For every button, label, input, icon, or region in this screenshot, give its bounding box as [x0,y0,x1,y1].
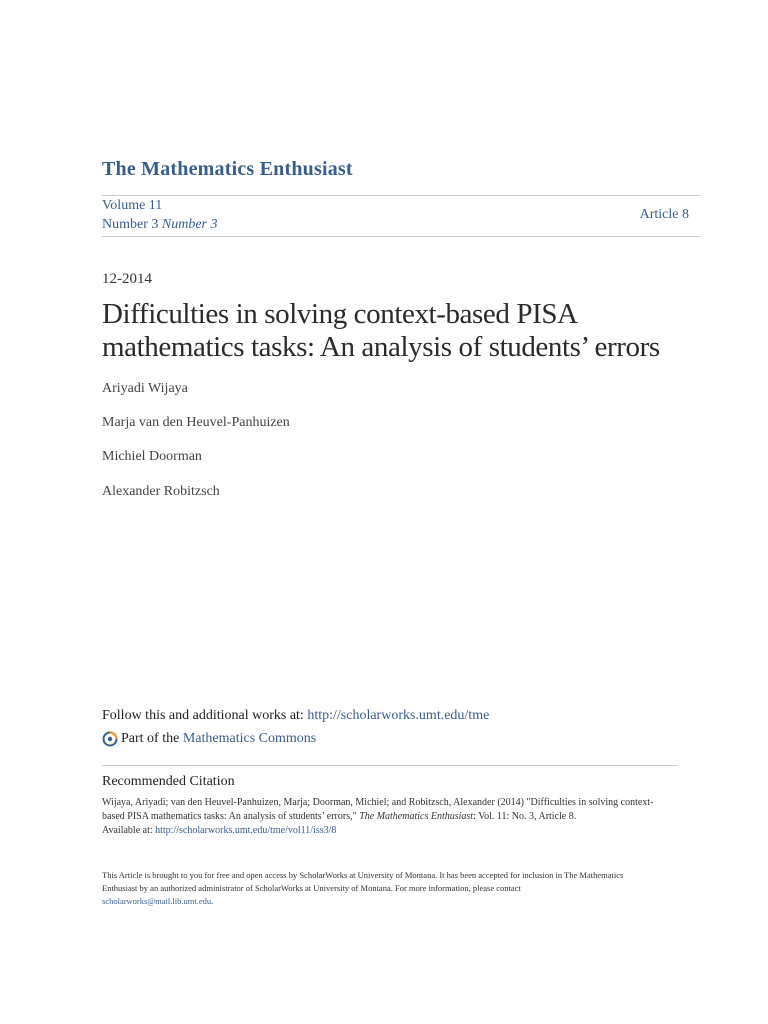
publication-date: 12-2014 [102,271,152,287]
header-rule-top [102,195,700,196]
part-of-label: Part of the [121,731,180,746]
recommended-citation-heading: Recommended Citation [102,774,235,789]
mathematics-commons-link[interactable]: Mathematics Commons [182,731,317,746]
issue-number-italic: Number 3 [161,217,218,232]
follow-line [102,708,489,724]
available-label: Available at: [102,825,153,836]
citation-rule [102,765,677,766]
citation-part2: : Vol. 11: No. 3, Article 8. [473,811,577,822]
part-of-line [102,731,316,747]
article-number-link[interactable]: Article 8 [639,207,689,222]
follow-label: Follow this and additional works at: [102,708,304,723]
bepress-network-icon [102,731,118,747]
author-name[interactable]: Marja van den Heuvel-Panhuizen [102,415,290,430]
citation-part1: Wijaya, Ariyadi; van den Heuvel-Panhuizen, Marja; Doorman, Michiel; and Robitzsch, Alexander (2014) "Difficulties in solving context-based PISA mathematics tasks: An analysis of students’ errors," [102,797,654,822]
author-name[interactable]: Ariyadi Wijaya [102,381,188,396]
issue-number: Number 3 [102,217,159,232]
citation-journal: The Mathematics Enthusiast [359,811,474,822]
author-name[interactable]: Alexander Robitzsch [102,484,220,499]
volume-link[interactable]: Volume 11 [102,198,163,213]
journal-title[interactable]: The Mathematics Enthusiast [102,158,353,180]
contact-email-link[interactable]: scholarworks@mail.lib.umt.edu [102,896,212,906]
issue-line[interactable] [102,217,218,233]
access-notice [102,869,642,908]
access-notice-end: . [211,896,214,906]
access-notice-text: This Article is brought to you for free and open access by ScholarWorks at University of Montana. It has been accepted for inclusion in The Mathematics Enthusiast by an authorized administrator of ScholarWorks at University of Montana. For more information, please contact [102,870,624,893]
header-rule-bottom [102,236,700,237]
repository-link[interactable]: http://scholarworks.umt.edu/tme [307,708,490,723]
author-name[interactable]: Michiel Doorman [102,449,202,464]
citation-url-link[interactable]: http://scholarworks.umt.edu/tme/vol11/iss3/8 [155,825,337,836]
article-title: Difficulties in solving context-based PISA mathematics tasks: An analysis of students’ errors [102,298,660,363]
citation-text [102,796,662,838]
